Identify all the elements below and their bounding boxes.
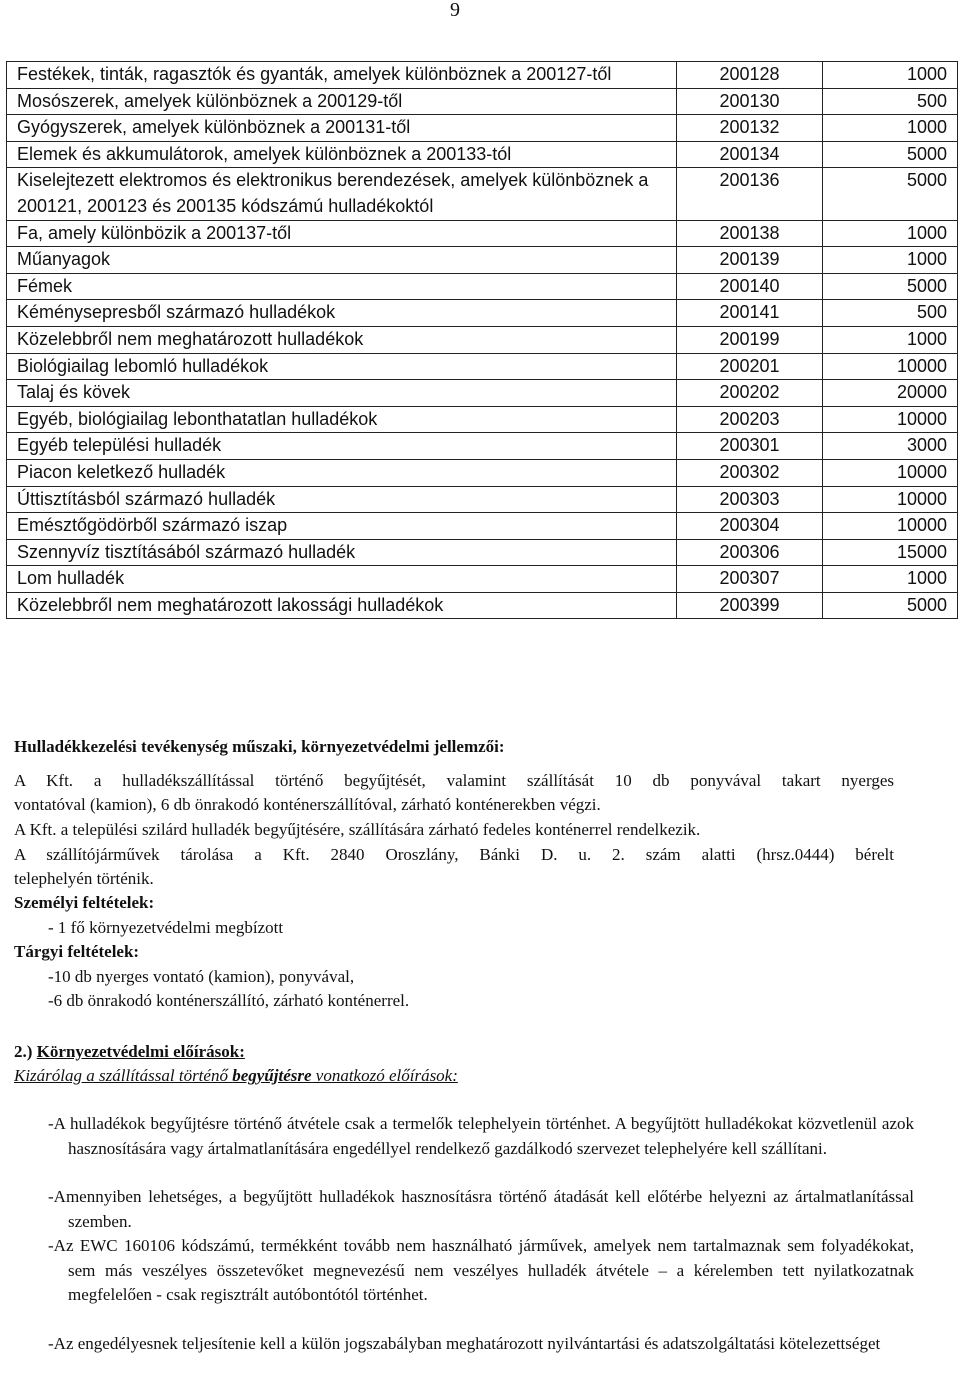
waste-amount-cell: 10000	[823, 353, 958, 380]
waste-name-cell: Fa, amely különbözik a 200137-től	[7, 220, 677, 247]
table-row	[7, 168, 958, 220]
waste-code-cell: 200128	[677, 62, 823, 89]
table-row	[7, 539, 958, 566]
table-row	[7, 300, 958, 327]
waste-amount-cell: 500	[823, 88, 958, 115]
table-row	[7, 220, 958, 247]
waste-name-cell: Egyéb, biológiailag lebonthatatlan hulladékok	[7, 406, 677, 433]
waste-name-cell: Festékek, tinták, ragasztók és gyanták, amelyek különböznek a 200127-től	[7, 62, 677, 89]
waste-code-cell: 200138	[677, 220, 823, 247]
material-conditions-item-1: -10 db nyerges vontató (kamion), ponyvával,	[48, 967, 355, 986]
section1-para3-line2: telephelyén történik.	[14, 869, 154, 888]
subheading-part-1: Kizárólag a szállítással történő	[14, 1066, 233, 1085]
section2-subheading	[14, 1066, 458, 1086]
waste-amount-cell: 1000	[823, 566, 958, 593]
section2-number: 2.)	[14, 1042, 33, 1061]
waste-amount-cell: 10000	[823, 406, 958, 433]
section1-para1-line2: vontatóval (kamion), 6 db önrakodó konténerszállítóval, zárható konténerekben végzi.	[14, 795, 601, 814]
subheading-part-3: vonatkozó előírások:	[311, 1066, 458, 1085]
table-row	[7, 115, 958, 142]
waste-code-cell: 200199	[677, 326, 823, 353]
waste-name-cell: Mosószerek, amelyek különböznek a 200129-től	[7, 88, 677, 115]
table-row	[7, 592, 958, 619]
waste-amount-cell: 10000	[823, 486, 958, 513]
waste-amount-cell: 1000	[823, 326, 958, 353]
waste-name-cell: Közelebbről nem meghatározott hulladékok	[7, 326, 677, 353]
waste-code-cell: 200302	[677, 459, 823, 486]
waste-amount-cell: 5000	[823, 273, 958, 300]
waste-name-cell: Fémek	[7, 273, 677, 300]
waste-name-cell: Gyógyszerek, amelyek különböznek a 200131-től	[7, 115, 677, 142]
section2-title: Környezetvédelmi előírások:	[36, 1042, 245, 1061]
waste-code-cell: 200134	[677, 141, 823, 168]
waste-code-cell: 200132	[677, 115, 823, 142]
waste-name-cell: Biológiailag lebomló hulladékok	[7, 353, 677, 380]
waste-code-cell: 200301	[677, 433, 823, 460]
page-number: 9	[450, 0, 460, 21]
waste-code-cell: 200136	[677, 168, 823, 220]
waste-amount-cell: 20000	[823, 380, 958, 407]
waste-amount-cell: 10000	[823, 459, 958, 486]
waste-name-cell: Emésztőgödörből származó iszap	[7, 513, 677, 540]
waste-code-cell: 200304	[677, 513, 823, 540]
table-row	[7, 141, 958, 168]
waste-amount-cell: 15000	[823, 539, 958, 566]
waste-code-cell: 200303	[677, 486, 823, 513]
table-row	[7, 326, 958, 353]
table-row	[7, 406, 958, 433]
requirement-item-1: -A hulladékok begyűjtésre történő átvétele csak a termelők telephelyein történhet. A begyűjtött hulladékokat közvetlenül azok hasznosítására vagy ártalmatlanítására engedéllyel rendelkező gazdálkodó szervezet telephelyére kell szállítani.	[48, 1114, 914, 1158]
requirement-item-3: -Az EWC 160106 kódszámú, termékként tovább nem használható járművek, amelyek nem tartalmaznak sem folyadékokat, sem más veszélyes összetevőket megnevezésű nem veszélyes hulladék átvétele – a kérelemben tett nyilatkozatnak megfelelően - csak regisztrált autóbontótól történhet.	[48, 1236, 914, 1304]
waste-name-cell: Úttisztításból származó hulladék	[7, 486, 677, 513]
waste-code-cell: 200130	[677, 88, 823, 115]
table-row	[7, 486, 958, 513]
table-row	[7, 566, 958, 593]
waste-name-cell: Kéménysepresből származó hulladékok	[7, 300, 677, 327]
waste-name-cell: Közelebbről nem meghatározott lakossági hulladékok	[7, 592, 677, 619]
waste-name-cell: Egyéb települési hulladék	[7, 433, 677, 460]
material-conditions-item-2: -6 db önrakodó konténerszállító, zárható konténerrel.	[48, 991, 410, 1010]
table-row	[7, 62, 958, 89]
waste-amount-cell: 5000	[823, 592, 958, 619]
waste-code-cell: 200307	[677, 566, 823, 593]
personal-conditions-item: - 1 fő környezetvédelmi megbízott	[48, 918, 284, 937]
subheading-part-2: begyűjtésre	[232, 1066, 312, 1085]
waste-code-cell: 200399	[677, 592, 823, 619]
table-row	[7, 433, 958, 460]
section1-para1-line1: A Kft. a hulladékszállítással történő begyűjtését, valamint szállítását 10 db ponyvával takart nyerges	[14, 771, 894, 790]
waste-code-cell: 200201	[677, 353, 823, 380]
waste-amount-cell: 3000	[823, 433, 958, 460]
waste-name-cell: Lom hulladék	[7, 566, 677, 593]
waste-amount-cell: 1000	[823, 115, 958, 142]
waste-amount-cell: 10000	[823, 513, 958, 540]
waste-amount-cell: 1000	[823, 247, 958, 274]
waste-code-cell: 200141	[677, 300, 823, 327]
material-conditions-heading: Tárgyi feltételek:	[14, 942, 140, 961]
waste-amount-cell: 1000	[823, 62, 958, 89]
section1-para2: A Kft. a települési szilárd hulladék begyűjtésére, szállítására zárható fedeles konténerrel rendelkezik.	[14, 820, 701, 839]
table-row	[7, 88, 958, 115]
waste-amount-cell: 5000	[823, 168, 958, 220]
section1-heading: Hulladékkezelési tevékenység műszaki, környezetvédelmi jellemzői:	[14, 737, 505, 756]
table-row	[7, 353, 958, 380]
requirement-item-4: -Az engedélyesnek teljesítenie kell a külön jogszabályban meghatározott nyilvántartási és adatszolgáltatási kötelezettséget	[48, 1334, 881, 1353]
section1-para3-line1: A szállítójárművek tárolása a Kft. 2840 Oroszlány, Bánki D. u. 2. szám alatti (hrsz.0444) bérelt	[14, 845, 894, 864]
table-row	[7, 459, 958, 486]
waste-code-cell: 200140	[677, 273, 823, 300]
waste-code-cell: 200202	[677, 380, 823, 407]
table-row	[7, 273, 958, 300]
waste-name-cell: Elemek és akkumulátorok, amelyek különböznek a 200133-tól	[7, 141, 677, 168]
table-row	[7, 513, 958, 540]
table-row	[7, 247, 958, 274]
requirement-item-2: -Amennyiben lehetséges, a begyűjtött hulladékok hasznosításra történő átadását kell előtérbe helyezni az ártalmatlanítással szemben.	[48, 1187, 914, 1231]
waste-name-cell: Talaj és kövek	[7, 380, 677, 407]
waste-name-cell: Műanyagok	[7, 247, 677, 274]
waste-name-cell: Kiselejtezett elektromos és elektronikus berendezések, amelyek különböznek a 200121, 200123 és 200135 kódszámú hulladékoktól	[7, 168, 677, 220]
waste-amount-cell: 1000	[823, 220, 958, 247]
waste-amount-cell: 5000	[823, 141, 958, 168]
waste-amount-cell: 500	[823, 300, 958, 327]
section2-heading	[14, 1042, 245, 1062]
waste-code-cell: 200203	[677, 406, 823, 433]
table-row	[7, 380, 958, 407]
waste-name-cell: Piacon keletkező hulladék	[7, 459, 677, 486]
waste-code-cell: 200139	[677, 247, 823, 274]
waste-name-cell: Szennyvíz tisztításából származó hulladék	[7, 539, 677, 566]
personal-conditions-heading: Személyi feltételek:	[14, 893, 155, 912]
waste-table	[6, 61, 958, 619]
waste-code-cell: 200306	[677, 539, 823, 566]
